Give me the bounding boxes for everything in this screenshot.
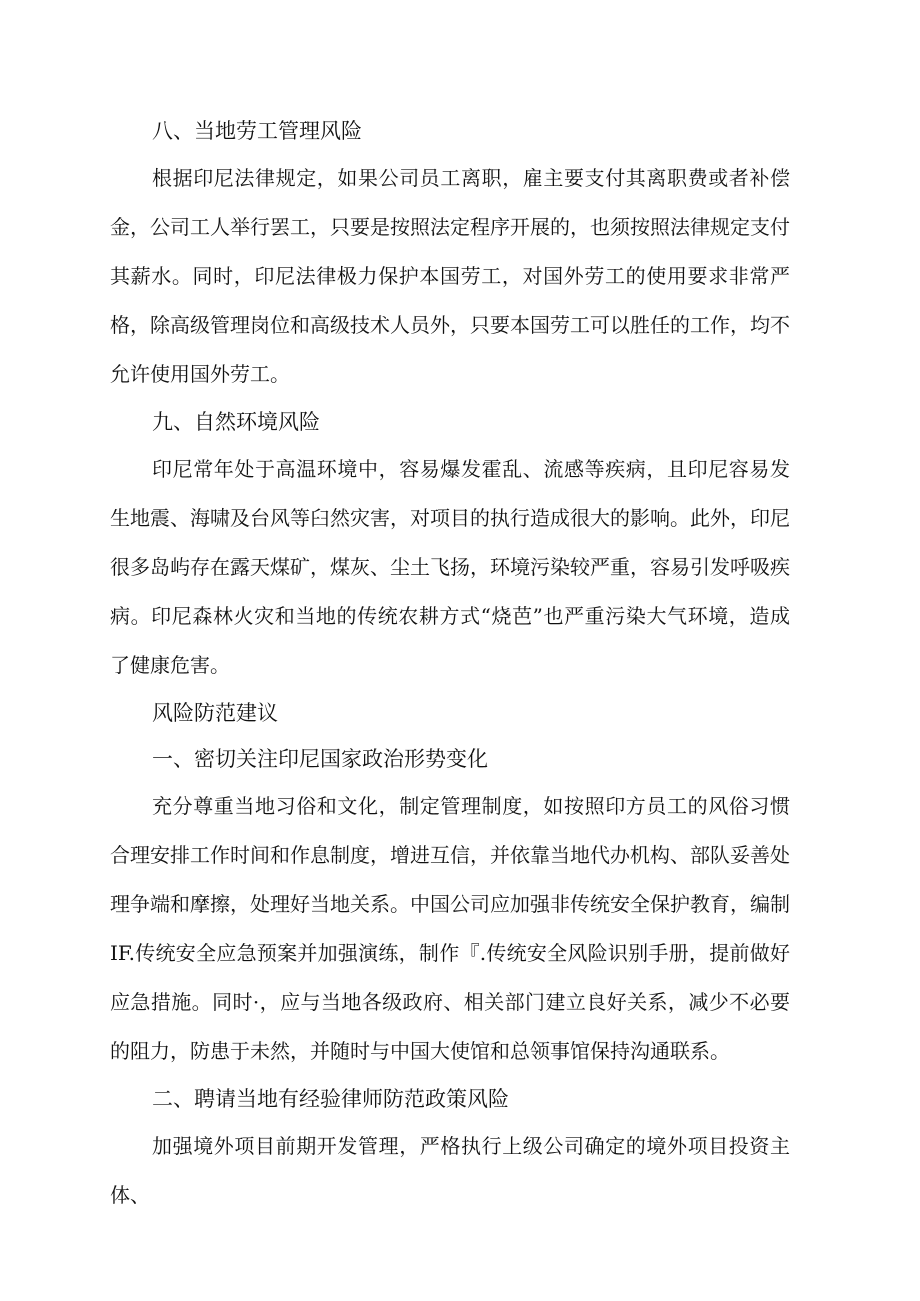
- document-body: [110, 108, 790, 1220]
- section-heading-natural-environment-risk: 九、自然环境风险: [152, 410, 320, 434]
- paragraph-natural-environment-risk: 印尼常年处于高温环境中，容易爆发霍乱、流感等疾病，且印尼容易发生地震、海啸及台风等臼然灾害，对项目的执行造成很大的影响。此外，印尼很多岛屿存在露天煤矿，煤灰、尘土飞扬，环境污染较严重，容易引发呼吸疾病。印尼森林火灾和当地的传统农耕方式“烧芭”也严重污染大气环境，造成了健康危害。: [110, 457, 790, 677]
- paragraph-hire-local-lawyer: 加强境外项目前期开发管理，严格执行上级公司确定的境外项目投资主体、: [110, 1134, 790, 1207]
- section-heading-local-labor-risk: 八、当地劳工管理风险: [152, 119, 362, 143]
- section-heading-hire-local-lawyer: 二、聘请当地有经验律师防范政策风险: [152, 1087, 509, 1111]
- paragraph-political-situation: 充分尊重当地习俗和文化，制定管理制度，如按照印方员工的风俗习惯合理安排工作时间和作息制度，增进互信，并依靠当地代办机构、部队妥善处理争端和摩擦，处理好当地关系。中国公司应加强非传统安全保护教育，编制IF.传统安全应急预案并加强演练，制作『.传统安全风险识别手册，提前做好应急措施。同时·，应与当地各级政府、相关部门建立良好关系，减少不必要的阻力，防患于未然，并随时与中国大使馆和总领事馆保持沟通联系。: [110, 794, 790, 1063]
- section-heading-political-situation: 一、密切关注印尼国家政治形势变化: [152, 747, 488, 771]
- paragraph-local-labor-risk: 根据印尼法律规定，如果公司员工离职，雇主要支付其离职费或者补偿金，公司工人举行罢工，只要是按照法定程序开展的，也须按照法律规定支付其薪水。同时，印尼法律极力保护本国劳工，对国外劳工的使用要求非常严格，除高级管理岗位和高级技术人员外，只要本国劳工可以胜任的工作，均不允许使用国外劳工。: [110, 166, 790, 386]
- section-heading-risk-prevention-advice: 风险防范建议: [152, 701, 278, 725]
